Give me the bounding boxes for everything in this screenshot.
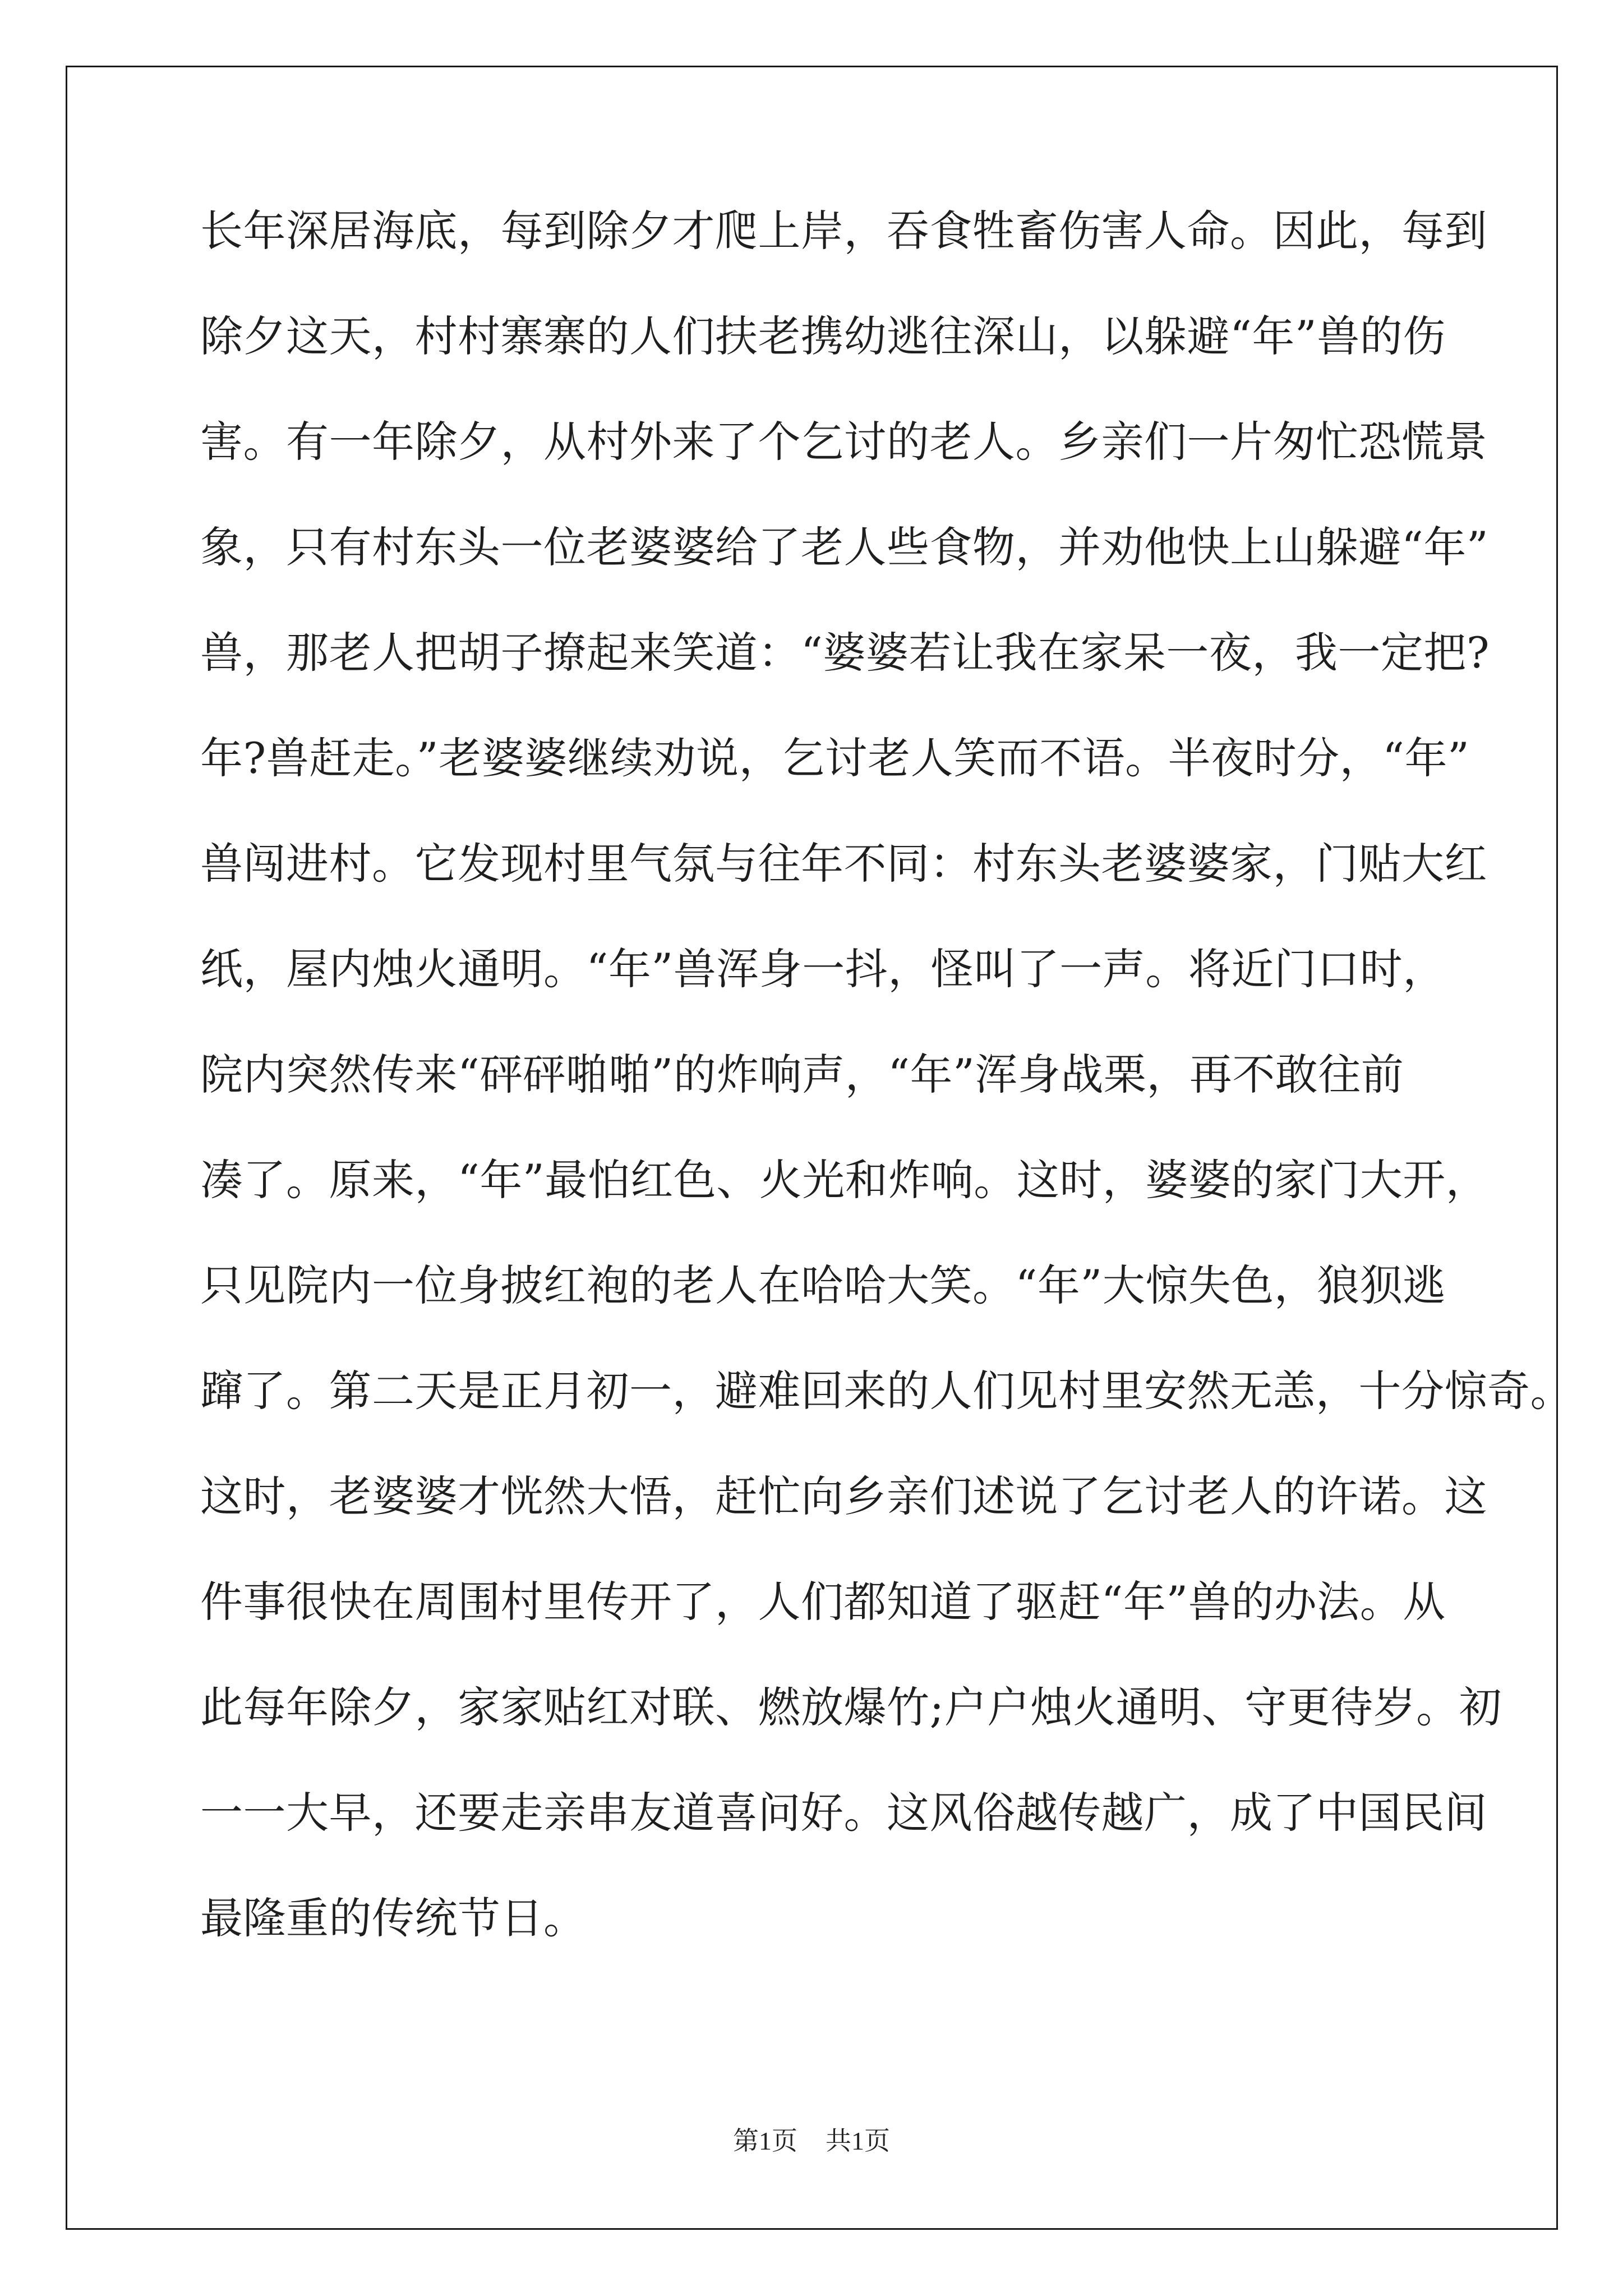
- page-number-current: 第1页: [733, 2127, 797, 2155]
- text-line: 蹿了。第二天是正月初一，避难回来的人们见村里安然无恙，十分惊奇。: [200, 1366, 1573, 1416]
- text-line: 长年深居海底，每到除夕才爬上岸，吞食牲畜伤害人命。因此，每到: [200, 206, 1487, 256]
- page-footer: [0, 2124, 1623, 2158]
- text-line: 件事很快在周围村里传开了，人们都知道了驱赶“年”兽的办法。从: [200, 1577, 1446, 1627]
- text-line: 纸，屋内烛火通明。“年”兽浑身一抖，怪叫了一声。将近门口时，: [200, 944, 1446, 994]
- text-line: 这时，老婆婆才恍然大悟，赶忙向乡亲们述说了乞讨老人的许诺。这: [200, 1471, 1487, 1521]
- text-line: 此每年除夕，家家贴红对联、燃放爆竹;户户烛火通明、守更待岁。初: [200, 1682, 1502, 1732]
- text-line: 最隆重的传统节日。: [200, 1893, 587, 1943]
- text-line: 只见院内一位身披红袍的老人在哈哈大笑。“年”大惊失色，狼狈逃: [200, 1260, 1446, 1310]
- text-line: 凑了。原来，“年”最怕红色、火光和炸响。这时，婆婆的家门大开，: [200, 1155, 1489, 1205]
- text-line: 除夕这天，村村寨寨的人们扶老携幼逃往深山，以躲避“年”兽的伤: [200, 311, 1446, 361]
- text-line: 院内突然传来“砰砰啪啪”的炸响声，“年”浑身战栗，再不敢往前: [200, 1050, 1404, 1099]
- text-line: 年?兽赶走。”老婆婆继续劝说，乞讨老人笑而不语。半夜时分，“年”: [200, 733, 1470, 783]
- page-number-total: 共1页: [826, 2127, 890, 2155]
- text-line: 象，只有村东头一位老婆婆给了老人些食物，并劝他快上山躲避“年”: [200, 522, 1489, 572]
- text-line: 兽，那老人把胡子撩起来笑道：“婆婆若让我在家呆一夜，我一定把?: [200, 628, 1490, 678]
- document-body: [200, 203, 1573, 1996]
- text-line: 兽闯进村。它发现村里气氛与往年不同：村东头老婆婆家，门贴大红: [200, 839, 1487, 889]
- text-line: 一一大早，还要走亲串友道喜问好。这风俗越传越广，成了中国民间: [200, 1788, 1487, 1838]
- text-line: 害。有一年除夕，从村外来了个乞讨的老人。乡亲们一片匆忙恐慌景: [200, 417, 1487, 467]
